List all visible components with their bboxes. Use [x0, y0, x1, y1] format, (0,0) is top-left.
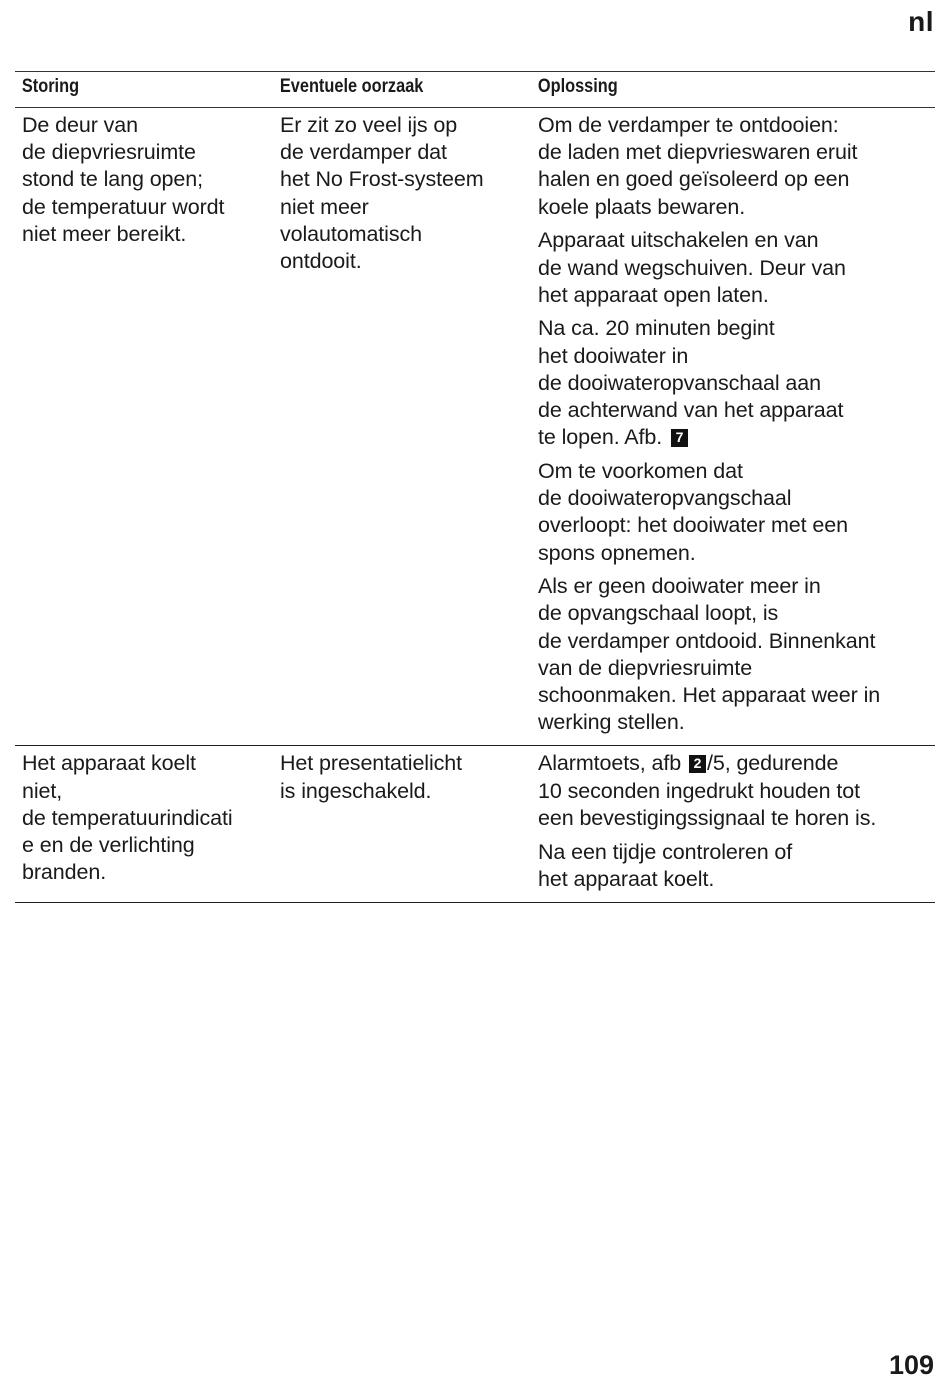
text-line: schoonmaken. Het apparaat weer in [538, 683, 881, 708]
troubleshooting-table [15, 71, 935, 903]
text-line: de temperatuur wordt [22, 194, 225, 219]
text-line: Apparaat uitschakelen en van [538, 228, 819, 253]
fault-cell [15, 108, 273, 745]
text-line: de dooiwateropvanschaal aan [538, 370, 821, 395]
fault-cell [15, 746, 273, 902]
page-number: 109 [888, 1350, 934, 1380]
text-line: de temperatuurindicati [22, 805, 233, 830]
text-line: overloopt: het dooiwater met een [538, 513, 848, 538]
cause-cell [273, 746, 531, 902]
text-line [538, 750, 935, 777]
solution-paragraph [538, 315, 935, 451]
text-line: Als er geen dooiwater meer in [538, 574, 821, 599]
text-line: niet, [22, 778, 63, 803]
text-line: ontdooit. [280, 249, 362, 274]
text-line: spons opnemen. [538, 540, 696, 565]
text-line: volautomatisch [280, 221, 423, 246]
table-row [15, 108, 935, 746]
text-line: Na ca. 20 minuten begint [538, 316, 775, 341]
solution-paragraph [538, 839, 935, 893]
text-fragment: te lopen. Afb. [538, 425, 663, 450]
text-line: niet meer bereikt. [22, 221, 187, 246]
text-line: de dooiwateropvangschaal [538, 486, 792, 511]
solution-paragraph [538, 573, 935, 736]
header-solution: Oplossing [537, 76, 618, 97]
text-line: Om de verdamper te ontdooien: [538, 113, 839, 137]
solution-cell [531, 746, 935, 902]
text-line: Het presentatielicht [280, 751, 463, 776]
figure-reference-badge: 7 [671, 429, 688, 447]
text-fragment: Alarmtoets, afb [538, 751, 682, 776]
text-line: niet meer [280, 194, 369, 219]
solution-paragraph [538, 458, 935, 567]
text-line: koele plaats bewaren. [538, 194, 746, 219]
figure-reference-badge: 2 [689, 755, 706, 773]
text-line: e en de verlichting [22, 833, 195, 858]
cause-cell [273, 108, 531, 745]
solution-paragraph [538, 227, 935, 309]
solution-cell [531, 108, 935, 745]
text-line: het apparaat open laten. [538, 282, 769, 307]
text-line: 10 seconden ingedrukt houden tot [538, 778, 860, 803]
text-line [538, 424, 935, 451]
text-line: branden. [22, 860, 107, 885]
text-line: de verdamper ontdooid. Binnenkant [538, 628, 876, 653]
language-code: nl [908, 6, 934, 37]
text-line: de opvangschaal loopt, is [538, 601, 779, 626]
table-header-row [15, 72, 935, 108]
text-line: halen en goed geïsoleerd op een [538, 167, 850, 192]
table-row [15, 746, 935, 903]
header-fault: Storing [21, 76, 80, 97]
text-line: Er zit zo veel ijs op [280, 113, 458, 137]
header-cause: Eventuele oorzaak [279, 76, 424, 97]
text-line: van de diepvriesruimte [538, 655, 753, 680]
text-line: de verdamper dat [280, 140, 447, 165]
text-line: Na een tijdje controleren of [538, 839, 793, 864]
text-line: stond te lang open; [22, 167, 203, 192]
text-line: de wand wegschuiven. Deur van [538, 255, 846, 280]
text-line: het apparaat koelt. [538, 866, 715, 891]
text-line: de diepvriesruimte [22, 140, 196, 165]
text-fragment: /5, gedurende [706, 751, 839, 776]
text-line: Om te voorkomen dat [538, 458, 743, 483]
text-line: de laden met diepvrieswaren eruit [538, 140, 858, 165]
text-line: de achterwand van het apparaat [538, 398, 844, 423]
text-line: Het apparaat koelt [22, 751, 196, 776]
text-line: is ingeschakeld. [280, 778, 432, 803]
text-line: het No Frost-systeem [280, 167, 484, 192]
solution-paragraph [538, 750, 935, 832]
text-line: een bevestigingssignaal te horen is. [538, 805, 877, 830]
text-line: werking stellen. [538, 710, 685, 735]
text-line: De deur van [22, 113, 139, 137]
solution-paragraph [538, 112, 935, 221]
text-line: het dooiwater in [538, 343, 689, 368]
